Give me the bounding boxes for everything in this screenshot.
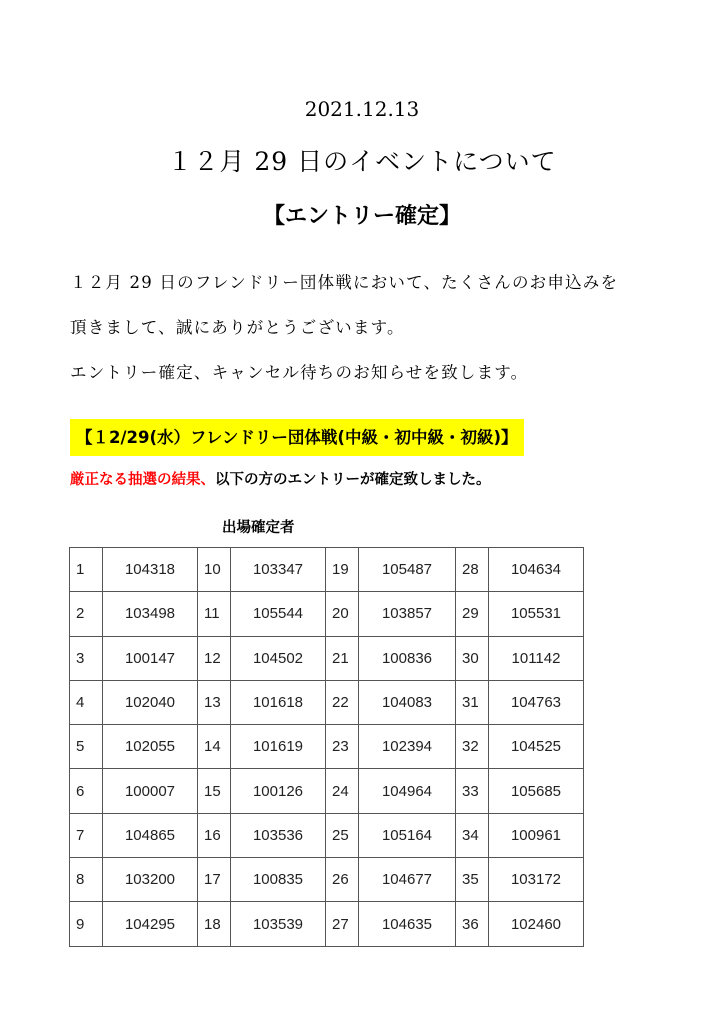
entry-number-cell: 15 [198,769,231,813]
entry-number-cell: 35 [456,858,489,902]
table-row [70,592,584,636]
entry-id-cell: 102394 [359,725,456,769]
entries-table [69,547,584,947]
entry-number-cell: 30 [456,636,489,680]
entry-number-cell: 25 [326,813,359,857]
entry-id-cell: 103536 [231,813,326,857]
entry-number-cell: 18 [198,902,231,946]
event-banner: 【１2/29(水）フレンドリー団体戦(中級・初中級・初級)】 [70,419,524,456]
document-date: 2021.12.13 [304,97,420,121]
entry-id-cell: 102460 [489,902,584,946]
table-row [70,858,584,902]
entry-id-cell: 100126 [231,769,326,813]
entry-number-cell: 4 [70,680,103,724]
entry-number-cell: 26 [326,858,359,902]
entry-id-cell: 100961 [489,813,584,857]
result-announcement [70,469,491,491]
entry-id-cell: 100147 [103,636,198,680]
entry-number-cell: 28 [456,548,489,592]
entry-number-cell: 34 [456,813,489,857]
entry-number-cell: 27 [326,902,359,946]
entry-id-cell: 104525 [489,725,584,769]
entry-number-cell: 3 [70,636,103,680]
entry-number-cell: 23 [326,725,359,769]
entry-id-cell: 105544 [231,592,326,636]
entry-number-cell: 19 [326,548,359,592]
entry-number-cell: 1 [70,548,103,592]
entry-id-cell: 103347 [231,548,326,592]
entry-number-cell: 33 [456,769,489,813]
entry-id-cell: 103200 [103,858,198,902]
entry-number-cell: 22 [326,680,359,724]
intro-paragraph-line-3: エントリー確定、キャンセル待ちのお知らせを致します。 [70,363,529,382]
entry-number-cell: 14 [198,725,231,769]
entry-id-cell: 104634 [489,548,584,592]
entry-id-cell: 103539 [231,902,326,946]
entry-id-cell: 105685 [489,769,584,813]
entry-number-cell: 24 [326,769,359,813]
entry-number-cell: 17 [198,858,231,902]
entry-id-cell: 102055 [103,725,198,769]
result-announcement-text: 以下の方のエントリーが確定致しました。 [215,472,491,488]
entry-id-cell: 103172 [489,858,584,902]
entry-id-cell: 104677 [359,858,456,902]
entry-id-cell: 100836 [359,636,456,680]
entry-id-cell: 101142 [489,636,584,680]
table-row [70,680,584,724]
entry-id-cell: 102040 [103,680,198,724]
intro-paragraph-line-2: 頂きまして、誠にありがとうございます。 [70,318,405,337]
entry-number-cell: 16 [198,813,231,857]
entry-number-cell: 10 [198,548,231,592]
entry-id-cell: 103857 [359,592,456,636]
entry-number-cell: 11 [198,592,231,636]
entry-number-cell: 20 [326,592,359,636]
table-row [70,548,584,592]
document-subtitle: 【エントリー確定】 [262,204,461,229]
entry-id-cell: 105531 [489,592,584,636]
result-announcement-highlight: 厳正なる抽選の結果、 [70,472,215,488]
table-row [70,636,584,680]
entry-number-cell: 2 [70,592,103,636]
entry-id-cell: 103498 [103,592,198,636]
document-title: １２月 29 日のイベントについて [167,147,557,176]
entry-number-cell: 29 [456,592,489,636]
table-row [70,813,584,857]
entry-number-cell: 32 [456,725,489,769]
entry-id-cell: 100835 [231,858,326,902]
entry-id-cell: 105487 [359,548,456,592]
entry-number-cell: 5 [70,725,103,769]
table-row [70,769,584,813]
entry-number-cell: 12 [198,636,231,680]
table-row [70,902,584,946]
entry-number-cell: 31 [456,680,489,724]
entry-id-cell: 104502 [231,636,326,680]
entry-id-cell: 104964 [359,769,456,813]
entry-number-cell: 36 [456,902,489,946]
entry-number-cell: 13 [198,680,231,724]
table-row [70,725,584,769]
entry-id-cell: 101619 [231,725,326,769]
entry-number-cell: 8 [70,858,103,902]
entry-number-cell: 7 [70,813,103,857]
entry-number-cell: 6 [70,769,103,813]
entry-id-cell: 104635 [359,902,456,946]
intro-paragraph-line-1: １２月 29 日のフレンドリー団体戦において、たくさんのお申込みを [70,273,619,292]
entry-id-cell: 104295 [103,902,198,946]
entry-number-cell: 21 [326,636,359,680]
entries-table-body [70,548,584,947]
entry-id-cell: 104763 [489,680,584,724]
entry-id-cell: 104083 [359,680,456,724]
entry-id-cell: 104318 [103,548,198,592]
table-title: 出場確定者 [222,520,295,536]
entry-id-cell: 105164 [359,813,456,857]
entry-number-cell: 9 [70,902,103,946]
entry-id-cell: 104865 [103,813,198,857]
entry-id-cell: 101618 [231,680,326,724]
entry-id-cell: 100007 [103,769,198,813]
